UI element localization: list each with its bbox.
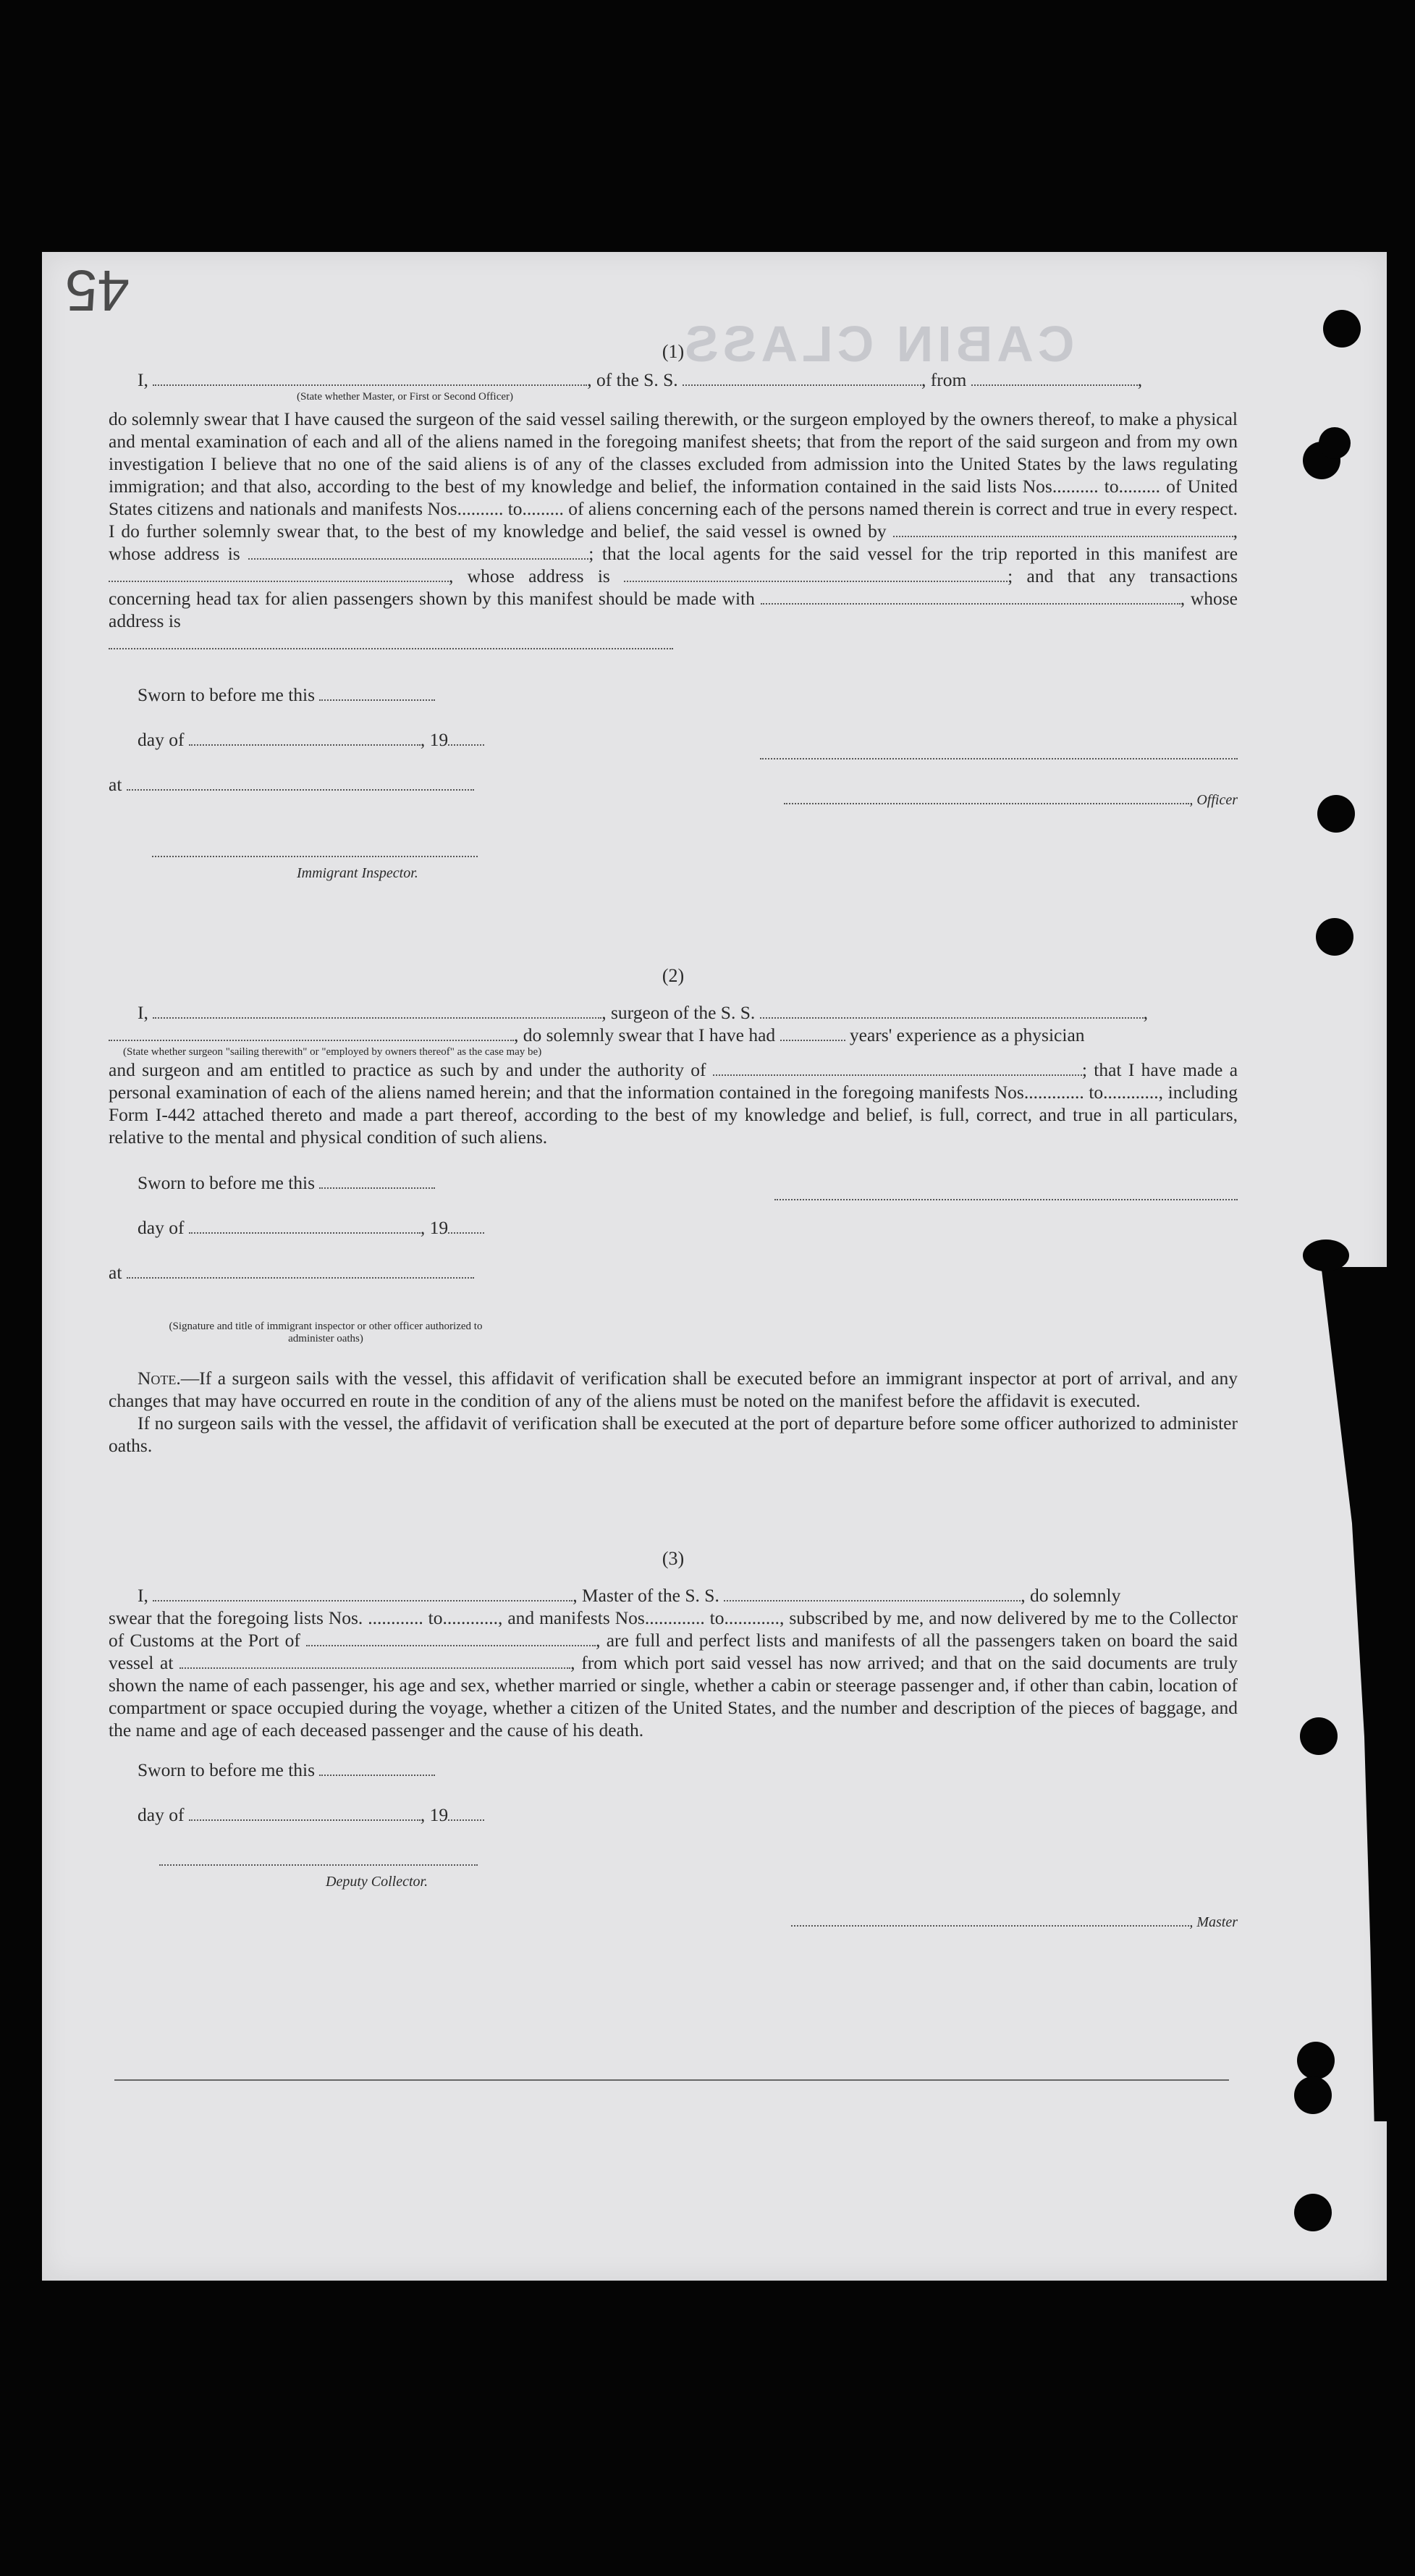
label-i: I, [138,1002,148,1023]
at-blank [127,1277,474,1279]
note-paragraph-2 [109,1412,1238,1457]
label-vessel: , of the S. S. [587,369,678,390]
section-1 [109,340,1238,885]
agents-text: that the local agents for the said vessel for the trip reported in this manifest are [601,543,1238,564]
label-whose-address-2: whose address is [467,565,610,586]
head-tax-text: ; and that any transactions concerning head tax for alien passengers shown by this manifest should be made with [109,565,1238,609]
owner-blank [893,536,1233,537]
vessel-blank [724,1600,1021,1601]
body-text-2: that I have made a personal examination of each of the aliens named herein; and that the information contained in the foregoing manifests Nos............. to............, including Form I-442 attached thereto and made a part thereof, according to the best of my knowledge and belief, is full, correct, and true in all particulars, relative to the mental and physical condition of such aliens. [109,1059,1238,1148]
name-blank [153,1600,573,1601]
day-of-label: day of [138,1804,185,1825]
day-blank [189,1232,421,1234]
corner-mark: 45 [65,258,130,323]
label-surgeon-of: , surgeon of the S. S. [601,1002,756,1023]
sworn-label: Sworn to before me this [138,1759,316,1780]
label-whose-address: , whose address is [109,521,1238,564]
day-of-label: day of [138,1217,185,1238]
surgeon-blank [774,1199,1238,1200]
sworn-label: Sworn to before me this [138,684,316,705]
deputy-blank [159,1864,478,1866]
section-3 [109,1547,1238,1930]
year-label: , 19 [420,1217,449,1238]
body-text-1: and surgeon and am entitled to practice as such by and under the authority of [109,1059,706,1080]
inspector-blank [152,856,478,857]
punch-hole [1294,2076,1332,2114]
day-blank [189,744,421,746]
officer-blank-top [760,758,1238,759]
label-whose-address-3: , whose address is [109,588,1238,631]
body-text-b: , are full and perfect lists and manifests of all the passengers taken on board the said vessel at [109,1630,1238,1673]
master-note: (State whether Master, or First or Second Officer) [297,391,514,403]
years-blank [780,1040,845,1041]
section-3-body [109,1607,1238,1741]
at-label: at [109,774,122,795]
bottom-rule [114,2079,1229,2081]
port-blank [306,1645,596,1646]
body-text: swear that the foregoing lists Nos. ............ to............, and manifests Nos............. to............, subscribed by me, and now delivered by me to the Collector of Customs at the Port of [109,1607,1238,1651]
note-text: —If a surgeon sails with the vessel, this affidavit of verification shall be executed before an immigrant inspector at port of arrival, and any changes that may have occurred en route in the condition of any of the aliens must be noted on the manifest before the affidavit is executed. [109,1368,1238,1411]
officer-blank [784,803,1189,804]
surgeon-signature [774,1183,1238,1205]
punch-hole [1323,310,1361,348]
year-blank [448,1819,484,1821]
sworn-blank [319,1187,435,1189]
agents-address-blank [624,581,1008,582]
sworn-blank [319,699,435,701]
head-tax-address-blank [109,648,673,649]
at-blank [127,789,474,791]
section-2-first-line: I, , surgeon of the S. S. , [109,1001,1238,1024]
vessel-blank [760,1017,1144,1019]
body-text: do solemnly swear that I have caused the surgeon of the said vessel sailing therewith, or the surgeon employed by the owners thereof, to make a physical and mental examination of each and all of the aliens named in the foregoing manifest sheets; that from the report of the said surgeon and from my own investigation I believe that no one of the said aliens is of any of the classes excluded from admission into the United States by the laws regulating immigration; and that also, according to the best of my knowledge and belief, the information contained in the said lists Nos.......... to......... of United States citizens and nationals and manifests Nos.......... to......... of aliens concerning each of the persons named therein is correct and true in every respect. I do further solemnly swear that, to the best of my knowledge and belief, the said vessel is owned by [109,408,1238,542]
inspector-label: Immigrant Inspector. [297,865,418,881]
section-1-body: do solemnly swear that I have caused the surgeon of the said vessel sailing therewith, or the surgeon employed by the owners thereof, to make a physical and mental examination of each and all of the aliens named in the foregoing manifest sheets; that from the report of the said surgeon and from my own investigation I believe that no one of the said aliens is of any of the classes excluded from admission into the United States by the laws regulating immigration; and that also, according to the best of my knowledge and belief, the information contained in the said lists Nos.......... to......... of United States citizens and nationals and manifests Nos.......... to......... of aliens concerning each of the persons named therein is correct and true in every respect. I do further solemnly swear that, to the best of my knowledge and belief, the said vessel is owned by , whose address is ; that the local agents for the said vessel for the trip reported in this manifest are , whose address is ; and that any transactions concerning head tax for alien passengers shown by this manifest should be made with , whose address is [109,408,1238,631]
label-master-of: , Master of the S. S. [573,1585,719,1606]
surgeon-note: (State whether surgeon "sailing therewith" or "employed by owners thereof" as the case may be) [123,1046,542,1058]
from-blank [971,384,1138,386]
authority-blank [713,1074,1082,1076]
punch-hole [1317,795,1355,833]
address-blank [248,558,588,560]
punch-hole [1303,1239,1349,1271]
affidavit-sheet [109,340,1238,1930]
body-text-c: , from which port said vessel has now arrived; and that on the said documents are truly shown the name of each passenger, his age and sex, whether married or single, whether a cabin or steerage passenger and, if other than cabin, location of compartment or space occupied during the voyage, whether a citizen of the United States, and the number and description of the pieces of baggage, and the name and age of each deceased passenger and the cause of his death. [109,1652,1238,1741]
master-blank [791,1925,1189,1927]
label-solemnly: , do solemnly [1021,1585,1121,1606]
note-label: Note. [138,1368,181,1389]
note-paragraph [109,1367,1238,1412]
sworn-label: Sworn to before me this [138,1172,316,1193]
name-blank [153,384,587,386]
label-swear: , do solemnly swear that I have had [514,1024,776,1045]
punch-hole [1300,1717,1338,1755]
surgeon-type-blank [109,1040,514,1041]
master-label: , Master [1189,1914,1238,1930]
label-i: I, [138,1585,148,1606]
year-blank [448,1232,484,1234]
vessel-blank [683,384,921,386]
officer-label: , Officer [1189,792,1238,808]
day-blank [189,1819,421,1821]
section-2-body: and surgeon and am entitled to practice as such by and under the authority of ; that I have made a personal examination of each of the aliens named herein; and that the information contained in the foregoing manifests Nos............. to............, including Form I-442 attached thereto and made a part thereof, according to the best of my knowledge and belief, is full, correct, and true in all particulars, relative to the mental and physical condition of such aliens. [109,1059,1238,1148]
sworn-block-3 [109,1759,1238,1893]
punch-hole [1294,2194,1332,2231]
section-2-second-line [109,1024,1238,1046]
punch-hole [1319,427,1351,459]
deputy-label: Deputy Collector. [326,1874,428,1890]
signature-note: (Signature and title of immigrant inspector or other officer authorized to administer oaths) [169,1321,483,1344]
section-number: (1) [662,341,685,362]
section-1-first-line: I, , of the S. S. , from , [109,369,1238,391]
section-number: (2) [662,965,685,986]
day-of-label: day of [138,729,185,750]
head-tax-blank [761,603,1180,605]
punch-hole [1297,2042,1335,2079]
agents-blank [109,581,449,582]
master-signature [791,1909,1238,1934]
faded-stamp: CABIN CLASS [680,316,1075,372]
label-from: , from [921,369,967,390]
label-years: years' experience as a physician [849,1024,1085,1045]
note-text-2: If no surgeon sails with the vessel, the affidavit of verification shall be executed at the port of departure before some officer authorized to administer oaths. [109,1413,1238,1456]
punch-hole [1316,918,1353,956]
sworn-blank [319,1775,435,1776]
departure-port-blank [179,1667,570,1669]
section-3-first-line [109,1584,1238,1607]
officer-signature [760,742,1238,812]
year-blank [448,744,484,746]
at-label: at [109,1262,122,1283]
section-number: (3) [662,1548,685,1569]
name-blank [153,1017,601,1019]
year-label: , 19 [420,729,449,750]
year-label: , 19 [420,1804,449,1825]
label-i: I, [138,369,148,390]
section-2 [109,964,1238,1457]
